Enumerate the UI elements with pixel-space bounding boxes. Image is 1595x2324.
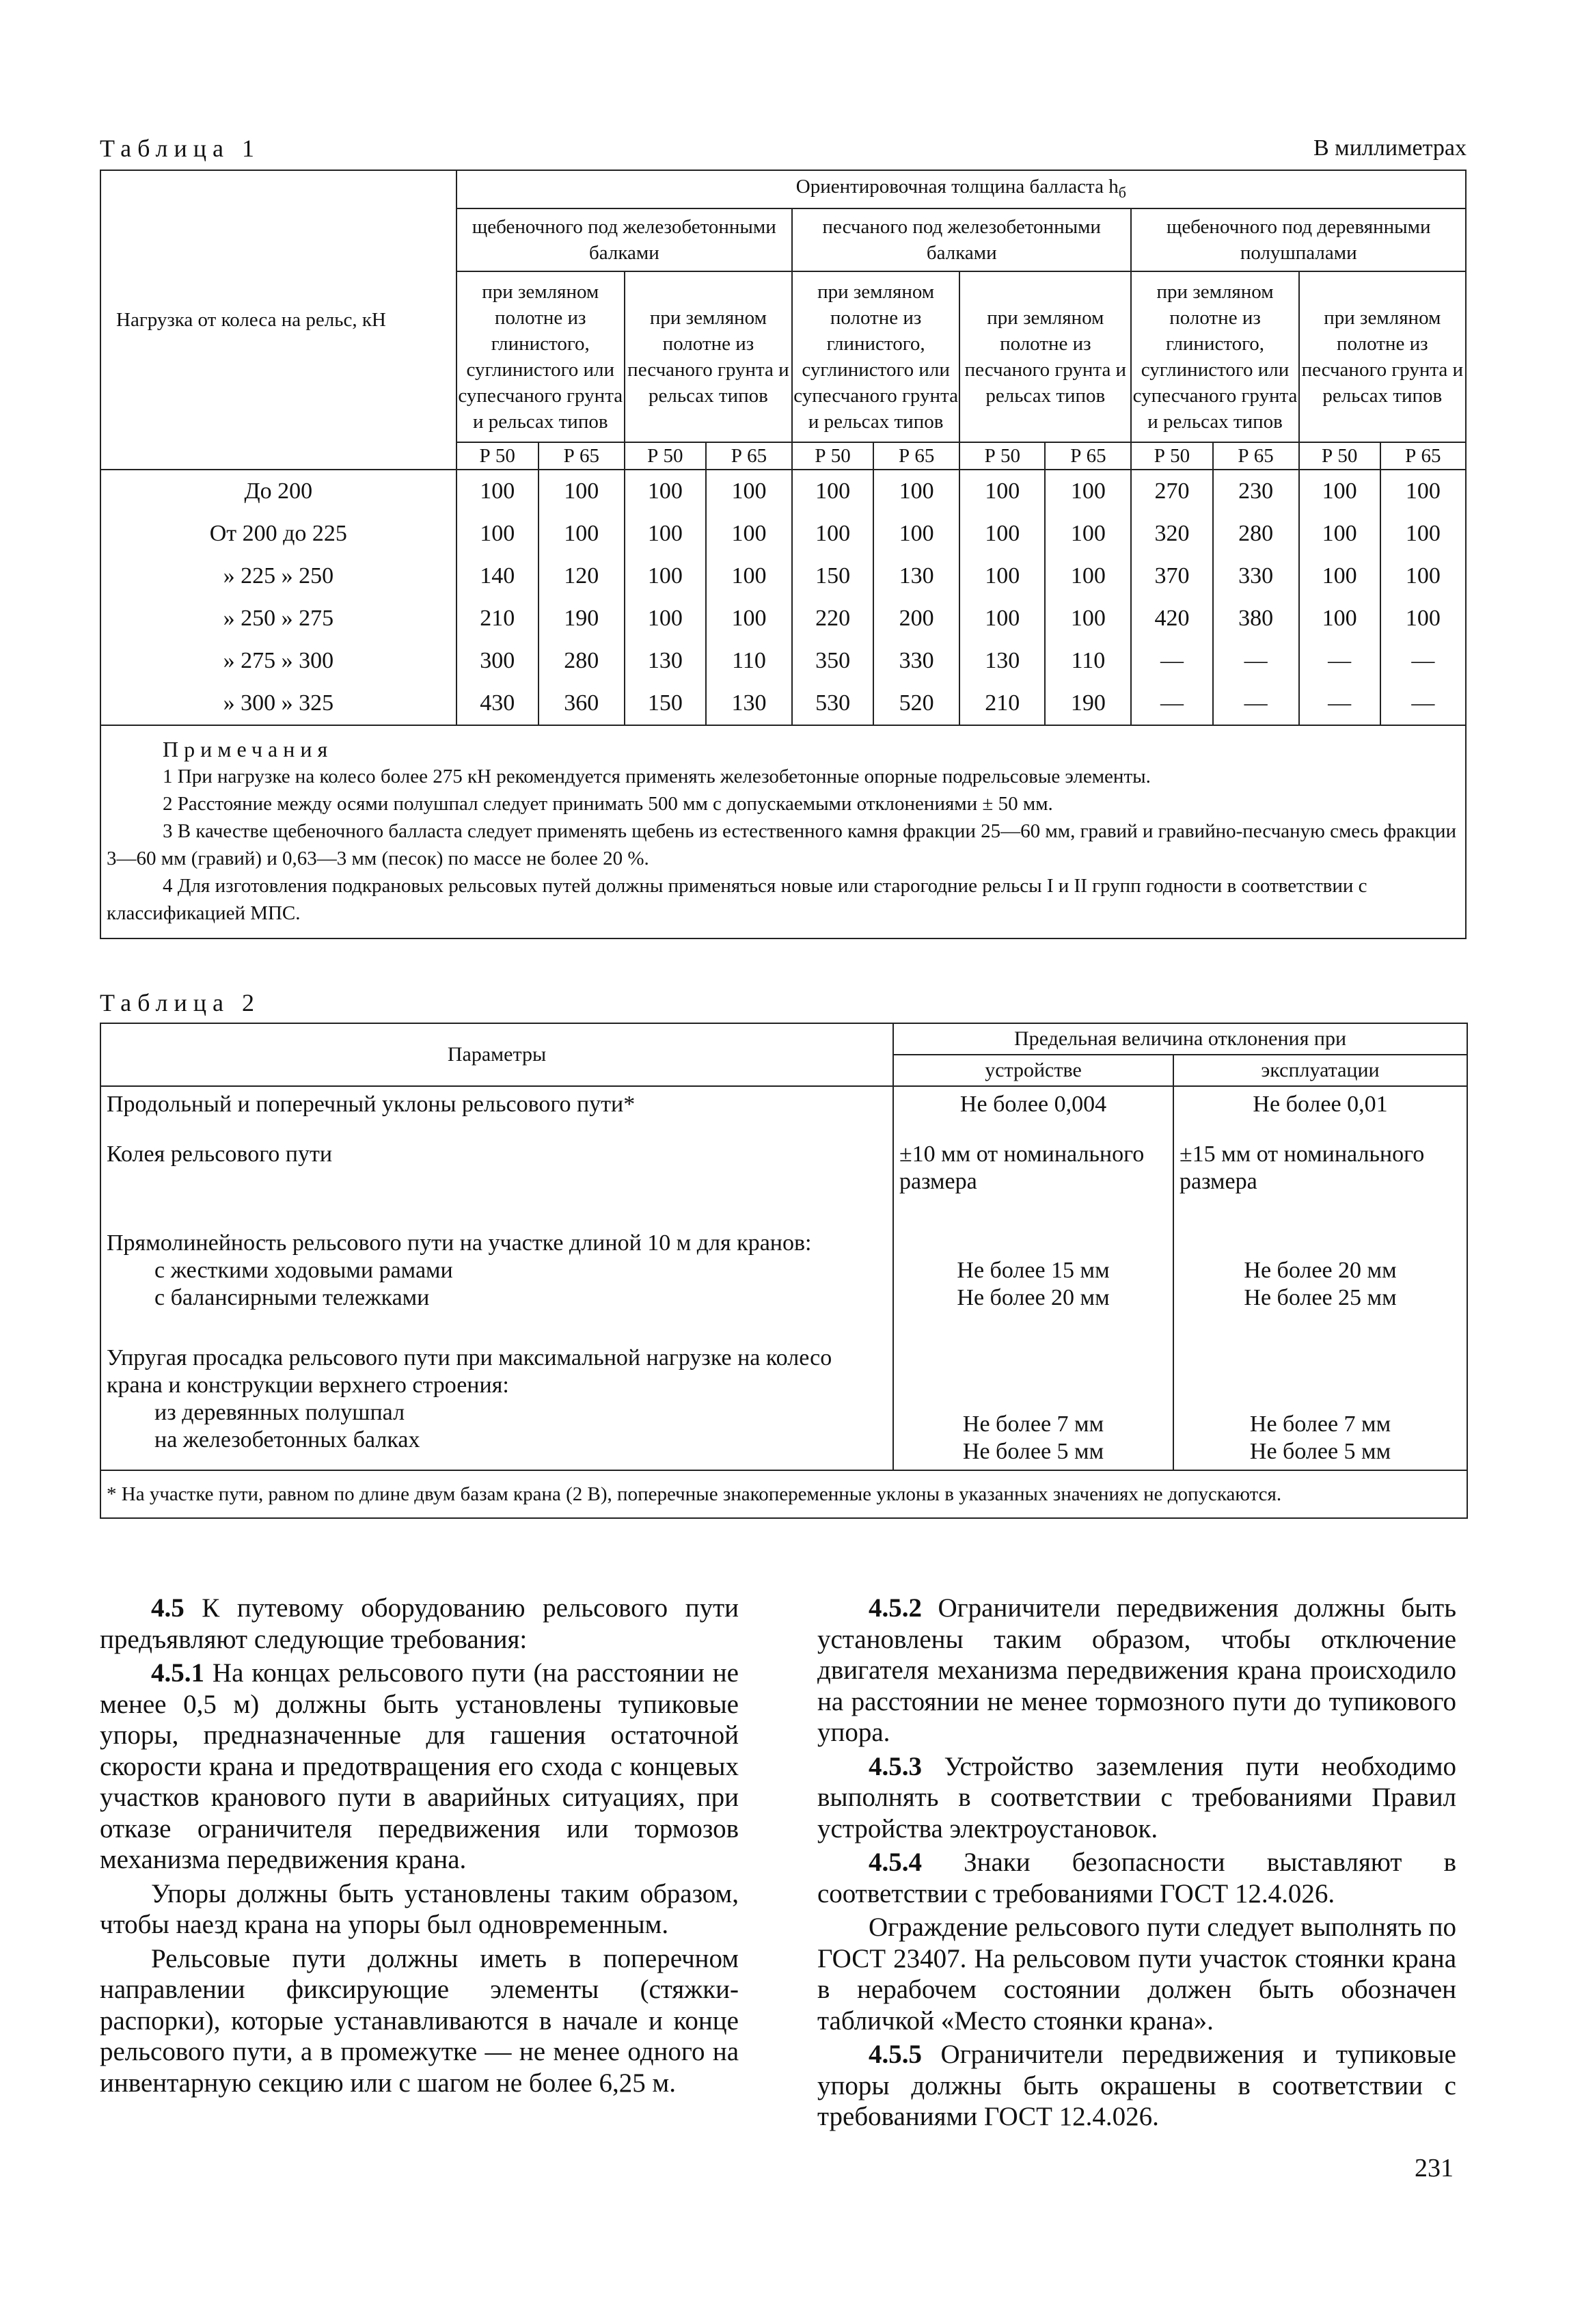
table2-label: Таблица 2 [100, 989, 260, 1016]
rail-type: Р 50 [625, 442, 706, 470]
operation-value: ±15 мм от номинального размера [1173, 1137, 1467, 1226]
thickness-cell: 100 [706, 513, 792, 555]
thickness-cell: 100 [1380, 470, 1466, 513]
thickness-cell: 100 [1299, 555, 1380, 597]
thickness-cell: 150 [792, 555, 873, 597]
param-header: Параметры [100, 1023, 893, 1086]
load-range-cell: » 225 » 250 [100, 555, 456, 597]
thickness-cell: 150 [625, 682, 706, 725]
value-line: Не более 5 мм [962, 1439, 1104, 1464]
operation-header: эксплуатации [1173, 1055, 1467, 1086]
thickness-cell: 100 [873, 513, 959, 555]
thickness-cell: — [1131, 640, 1212, 682]
note: 4 Для изготовления подкрановых рельсовых путей должны применяться новые или старогодние рельсы I и II групп годности в соответствии с классификацией МПС. [107, 875, 1367, 924]
thickness-cell: 100 [959, 597, 1045, 640]
param-text: Упругая просадка рельсового пути при максимальной нагрузке на колесо крана и конструкции верхнего строения: [107, 1345, 832, 1398]
table-row [100, 597, 1466, 640]
thickness-cell: — [1213, 640, 1299, 682]
table1-body [100, 470, 1466, 725]
rail-type: Р 65 [539, 442, 625, 470]
note: 1 При нагрузке на колесо более 275 кН рекомендуется применять железобетонные опорные подрельсовые элементы. [163, 766, 1151, 787]
note: 2 Расстояние между осями полушпал следует принимать 500 мм с допускаемыми отклонениями ± 50 мм. [163, 793, 1053, 815]
thickness-cell: 100 [539, 513, 625, 555]
page-number: 231 [1415, 2154, 1454, 2183]
paragraph: Рельсовые пути должны иметь в поперечном направлении фиксирующие элементы (стяжки-распорки), которые устанавливаются в начале и конце рельсового пути, а в промежутке — не менее одного на инвентарную секцию или с шагом не более 6,25 м. [100, 1943, 739, 2098]
thickness-cell: 420 [1131, 597, 1212, 640]
soil-type-header: при земляном полотне из песчаного грунта и рельсах типов [625, 271, 792, 442]
load-range-cell: » 300 » 325 [100, 682, 456, 725]
thickness-cell: 530 [792, 682, 873, 725]
rail-type: Р 50 [959, 442, 1045, 470]
paragraph: 4.5.5 Ограничители передвижения и тупиковые упоры должны быть окрашены в соответствии с требованиями ГОСТ 12.4.026. [817, 2040, 1456, 2131]
thickness-cell: 100 [1045, 597, 1131, 640]
paragraph: Ограждение рельсового пути следует выполнять по ГОСТ 23407. На рельсовом пути участок стоянки крана в нерабочем состоянии должен быть обозначен табличкой «Место стоянки крана». [817, 1913, 1456, 2036]
body-column-left [100, 1593, 739, 2101]
param-cell [100, 1340, 893, 1470]
thickness-cell: 520 [873, 682, 959, 725]
table1-notes [100, 725, 1466, 938]
value-line: Не более 15 мм [957, 1258, 1110, 1283]
paragraph: 4.5.4 Знаки безопасности выставляют в соответствии с требованиями ГОСТ 12.4.026. [817, 1848, 1456, 1908]
rail-type: Р 65 [873, 442, 959, 470]
thickness-cell: 210 [959, 682, 1045, 725]
thickness-cell: 100 [1299, 513, 1380, 555]
soil-type-header: при земляном полотне из глинистого, суглинистого или супесчаного грунта и рельсах типов [456, 271, 625, 442]
install-header: устройстве [893, 1055, 1173, 1086]
thickness-cell: 370 [1131, 555, 1212, 597]
thickness-cell: 330 [1213, 555, 1299, 597]
thickness-cell: — [1380, 682, 1466, 725]
table1 [100, 170, 1467, 939]
operation-value: Не более 0,01 [1173, 1086, 1467, 1137]
thickness-cell: 130 [625, 640, 706, 682]
table2-footnote: * На участке пути, равном по длине двум базам крана (2 В), поперечные знакопеременные уклоны в указанных значениях не допускаются. [100, 1470, 1467, 1518]
thickness-cell: 130 [873, 555, 959, 597]
thickness-cell: 100 [456, 513, 539, 555]
rail-type: Р 50 [456, 442, 539, 470]
thickness-cell: 210 [456, 597, 539, 640]
thickness-cell: — [1299, 682, 1380, 725]
load-range-cell: До 200 [100, 470, 456, 513]
thickness-cell: 100 [1299, 470, 1380, 513]
thickness-cell: 100 [1380, 555, 1466, 597]
param-cell: Колея рельсового пути [100, 1137, 893, 1226]
paragraph: 4.5.3 Устройство заземления пути необходимо выполнять в соответствии с требованиями Правил устройства электроустановок. [817, 1751, 1456, 1843]
load-range-cell: От 200 до 225 [100, 513, 456, 555]
value-line: Не более 5 мм [1249, 1439, 1391, 1464]
param-text: Прямолинейность рельсового пути на участке длиной 10 м для кранов: [107, 1230, 812, 1256]
thickness-cell: 350 [792, 640, 873, 682]
thickness-cell: 100 [873, 470, 959, 513]
rail-type: Р 65 [1213, 442, 1299, 470]
body-column-right [817, 1593, 1456, 2135]
ballast-type-header: песчаного под железобетонными балками [792, 208, 1131, 271]
ballast-type-header: щебеночного под железобетонными балками [456, 208, 792, 271]
load-header: Нагрузка от колеса на рельс, кН [100, 170, 456, 470]
thickness-cell: 100 [706, 470, 792, 513]
table-row [100, 513, 1466, 555]
install-value [893, 1226, 1173, 1340]
thickness-cell: 100 [625, 555, 706, 597]
soil-type-header: при земляном полотне из песчаного грунта и рельсах типов [1299, 271, 1466, 442]
soil-type-header: при земляном полотне из глинистого, суглинистого или супесчаного грунта и рельсах типов [1131, 271, 1298, 442]
ballast-thickness-header: Ориентировочная толщина балласта $h_б$ [456, 170, 1466, 208]
thickness-cell: 280 [539, 640, 625, 682]
rail-type: Р 50 [792, 442, 873, 470]
thickness-cell: 320 [1131, 513, 1212, 555]
thickness-cell: 100 [625, 597, 706, 640]
thickness-cell: 100 [792, 513, 873, 555]
soil-type-header: при земляном полотне из песчаного грунта и рельсах типов [959, 271, 1131, 442]
param-subitem: из деревянных полушпал [154, 1400, 405, 1425]
thickness-cell: 130 [959, 640, 1045, 682]
thickness-cell: 100 [1299, 597, 1380, 640]
paragraph: 4.5.1 На концах рельсового пути (на расстоянии не менее 0,5 м) должны быть установлены тупиковые упоры, предназначенные для гашения остаточной скорости крана и предотвращения его схода с концевых участков кранового пути в аварийных ситуациях, при отказе ограничителя передвижения или тормозов механизма передвижения крана. [100, 1658, 739, 1874]
thickness-cell: 120 [539, 555, 625, 597]
thickness-cell: 100 [792, 470, 873, 513]
thickness-cell: 280 [1213, 513, 1299, 555]
thickness-cell: — [1380, 640, 1466, 682]
value-line: Не более 25 мм [1244, 1285, 1397, 1310]
thickness-cell: 100 [539, 470, 625, 513]
rail-type: Р 50 [1131, 442, 1212, 470]
thickness-cell: 230 [1213, 470, 1299, 513]
paragraph: Упоры должны быть установлены таким образом, чтобы наезд крана на упоры был одновременным. [100, 1878, 739, 1939]
value-line: Не более 7 мм [1249, 1411, 1391, 1437]
thickness-cell: 100 [1045, 555, 1131, 597]
rail-type: Р 65 [1045, 442, 1131, 470]
note: 3 В качестве щебеночного балласта следует применять щебень из естественного камня фракции 25—60 мм, гравий и гравийно-песчаную смесь фракции 3—60 мм (гравий) и 0,63—3 мм (песок) по массе не более 20 %. [107, 820, 1457, 869]
thickness-cell: 190 [539, 597, 625, 640]
thickness-cell: 430 [456, 682, 539, 725]
install-value [893, 1340, 1173, 1470]
table1-label: Таблица 1 [100, 135, 260, 162]
param-subitem: на железобетонных балках [154, 1427, 420, 1452]
param-subitem: с жесткими ходовыми рамами [154, 1258, 453, 1283]
thickness-cell: 110 [706, 640, 792, 682]
table-row [100, 682, 1466, 725]
rail-type: Р 65 [706, 442, 792, 470]
thickness-cell: 100 [959, 555, 1045, 597]
soil-type-header: при земляном полотне из глинистого, суглинистого или супесчаного грунта и рельсах типов [792, 271, 959, 442]
table-row [100, 470, 1466, 513]
thickness-cell: 220 [792, 597, 873, 640]
value-line: Не более 20 мм [957, 1285, 1110, 1310]
thickness-cell: 100 [959, 470, 1045, 513]
table2 [100, 1023, 1468, 1519]
thickness-cell: 200 [873, 597, 959, 640]
notes-title: Примечания [163, 737, 333, 761]
install-value: ±10 мм от номинального размера [893, 1137, 1173, 1226]
thickness-cell: 270 [1131, 470, 1212, 513]
thickness-cell: 100 [959, 513, 1045, 555]
thickness-cell: 100 [1380, 597, 1466, 640]
thickness-cell: 130 [706, 682, 792, 725]
thickness-cell: 140 [456, 555, 539, 597]
thickness-cell: 360 [539, 682, 625, 725]
load-range-cell: » 250 » 275 [100, 597, 456, 640]
ballast-type-header: щебеночного под деревянными полушпалами [1131, 208, 1466, 271]
paragraph: 4.5 К путевому оборудованию рельсового пути предъявляют следующие требования: [100, 1593, 739, 1654]
thickness-cell: 100 [1045, 513, 1131, 555]
thickness-cell: 330 [873, 640, 959, 682]
table-row [100, 555, 1466, 597]
param-cell [100, 1226, 893, 1340]
paragraph: 4.5.2 Ограничители передвижения должны быть установлены таким образом, чтобы отключение двигателя механизма передвижения крана происходило на расстоянии не менее тормозного пути до тупикового упора. [817, 1593, 1456, 1747]
thickness-cell: 100 [456, 470, 539, 513]
thickness-cell: 100 [1380, 513, 1466, 555]
operation-value [1173, 1226, 1467, 1340]
param-subitem: с балансирными тележками [154, 1285, 430, 1310]
thickness-cell: 100 [625, 470, 706, 513]
param-cell: Продольный и поперечный уклоны рельсового пути* [100, 1086, 893, 1137]
thickness-cell: 380 [1213, 597, 1299, 640]
limit-header: Предельная величина отклонения при [893, 1023, 1467, 1055]
thickness-cell: 100 [1045, 470, 1131, 513]
operation-value [1173, 1340, 1467, 1470]
thickness-cell: 100 [706, 597, 792, 640]
thickness-cell: 100 [625, 513, 706, 555]
install-value: Не более 0,004 [893, 1086, 1173, 1137]
thickness-cell: — [1131, 682, 1212, 725]
table-row [100, 640, 1466, 682]
thickness-cell: 110 [1045, 640, 1131, 682]
thickness-cell: — [1213, 682, 1299, 725]
thickness-cell: 190 [1045, 682, 1131, 725]
value-line: Не более 20 мм [1244, 1258, 1397, 1283]
thickness-cell: 300 [456, 640, 539, 682]
load-range-cell: » 275 » 300 [100, 640, 456, 682]
thickness-cell: — [1299, 640, 1380, 682]
table1-units: В миллиметрах [1313, 135, 1467, 161]
thickness-cell: 100 [706, 555, 792, 597]
rail-type: Р 50 [1299, 442, 1380, 470]
rail-type: Р 65 [1380, 442, 1466, 470]
value-line: Не более 7 мм [962, 1411, 1104, 1437]
